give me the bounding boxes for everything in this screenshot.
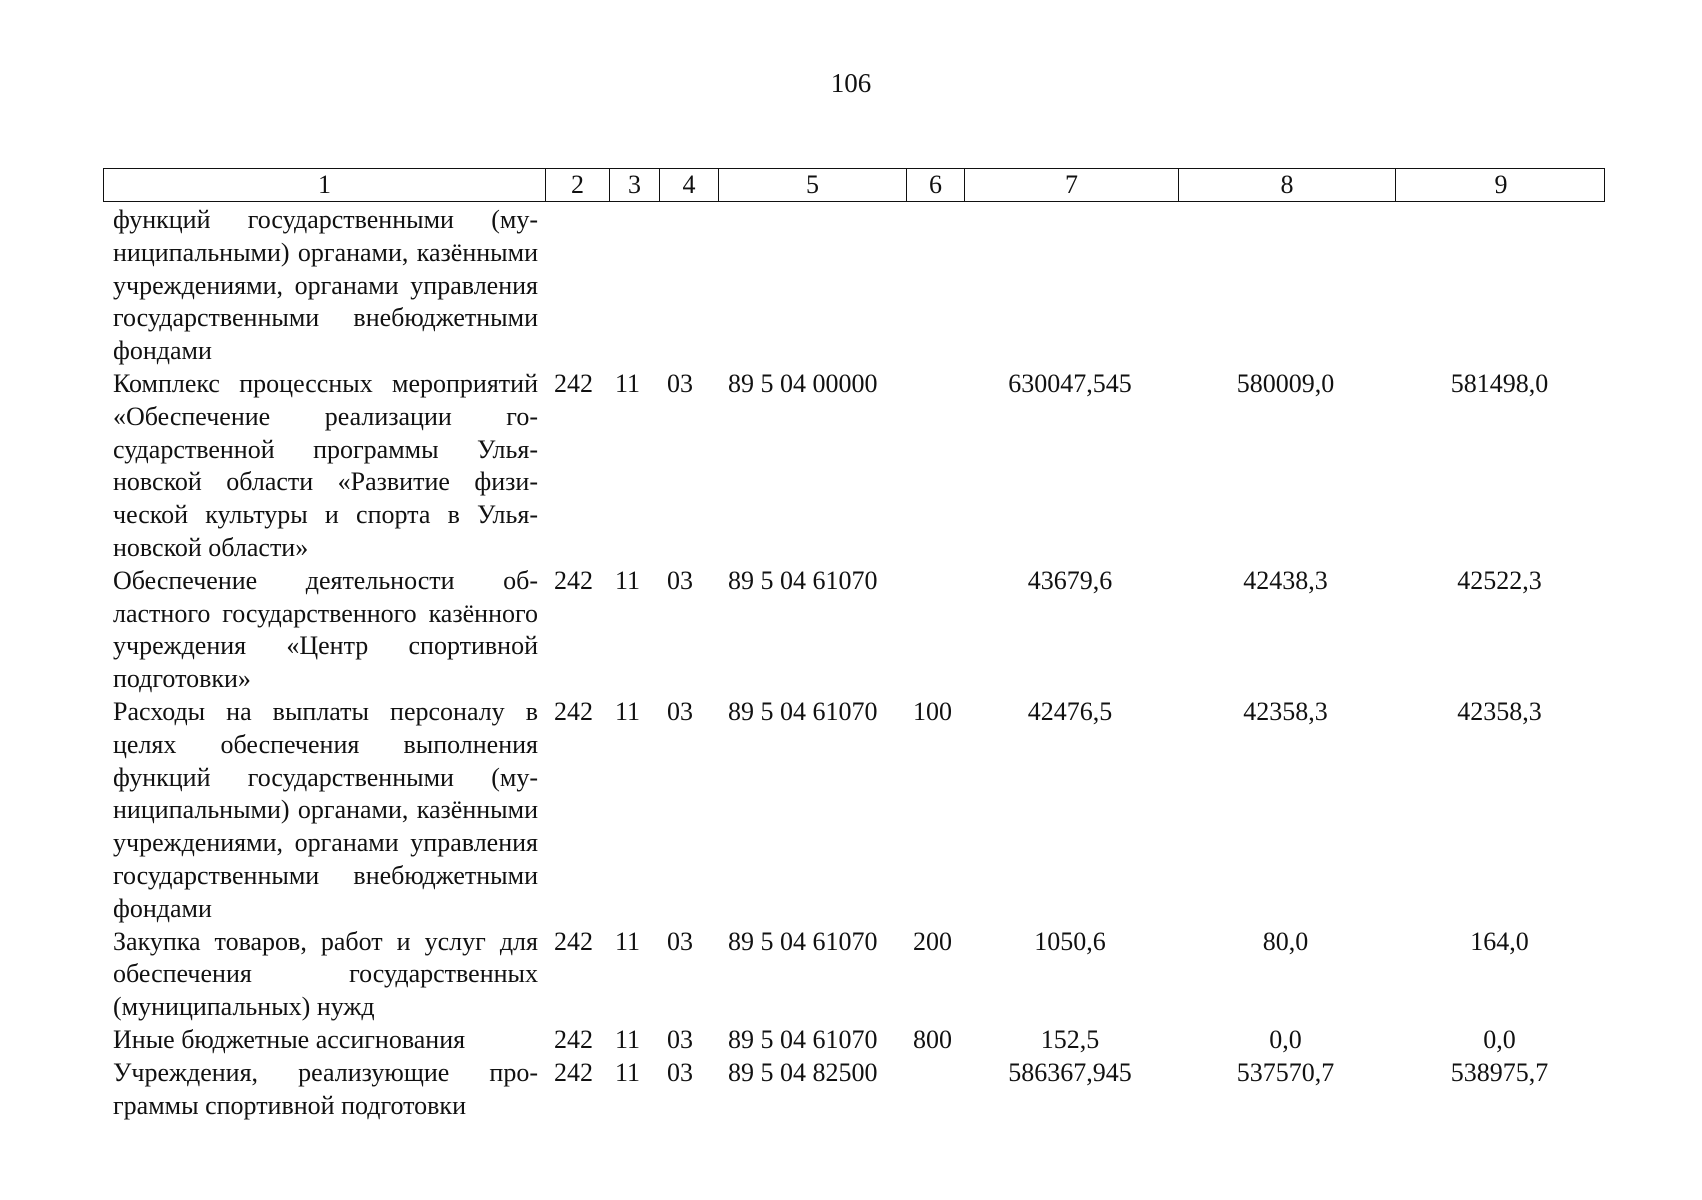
row-col-3: 11 xyxy=(615,368,641,398)
row-col-8 xyxy=(1177,204,1394,368)
row-col-9: 164,0 xyxy=(1470,926,1529,956)
row-col-2: 242 xyxy=(554,368,593,398)
row-col-6: 200 xyxy=(913,926,952,956)
row-col-8: 42438,3 xyxy=(1243,565,1328,595)
table-row xyxy=(103,204,1605,368)
row-col-4: 03 xyxy=(667,926,693,956)
row-col-6: 100 xyxy=(913,696,952,726)
row-col-7: 1050,6 xyxy=(1034,926,1106,956)
row-col-9: 42358,3 xyxy=(1457,696,1542,726)
row-col-9: 538975,7 xyxy=(1450,1057,1549,1087)
row-col-6 xyxy=(905,565,963,696)
row-col-9: 42522,3 xyxy=(1457,565,1542,595)
row-col-5: 89 5 04 00000 xyxy=(728,368,878,398)
row-col-4: 03 xyxy=(667,565,693,595)
row-col-4 xyxy=(658,204,717,368)
row-col-7: 630047,545 xyxy=(1008,368,1132,398)
page-number: 106 xyxy=(830,68,872,98)
row-col-9 xyxy=(1394,204,1605,368)
row-col-5: 89 5 04 61070 xyxy=(728,1024,878,1054)
row-name: Обеспечение деятельности областного государственного казённого учреждения «Центр спортивной подготовки» xyxy=(113,565,538,694)
row-col-7: 586367,945 xyxy=(1008,1057,1132,1087)
row-name: Учреждения, реализующие программы спортивной подготовки xyxy=(113,1057,538,1120)
header-col-5: 5 xyxy=(718,169,906,201)
header-col-7: 7 xyxy=(964,169,1178,201)
table-row xyxy=(103,926,1605,1024)
header-col-3: 3 xyxy=(609,169,659,201)
row-col-4: 03 xyxy=(667,696,693,726)
row-col-2 xyxy=(544,204,608,368)
table-row xyxy=(103,368,1605,565)
row-col-5: 89 5 04 61070 xyxy=(728,565,878,595)
row-col-8: 80,0 xyxy=(1262,926,1309,956)
row-col-4: 03 xyxy=(667,368,693,398)
row-col-8: 0,0 xyxy=(1269,1024,1302,1054)
row-name: функций государственными (муниципальными) органами, казёнными учреждениями, органами управления государственными внебюджетными фондами xyxy=(113,205,538,366)
row-col-2: 242 xyxy=(554,696,593,726)
table-row xyxy=(103,1024,1605,1057)
row-name: Закупка товаров, работ и услуг для обеспечения государственных (муниципальных) нужд xyxy=(113,926,538,1022)
row-col-5: 89 5 04 61070 xyxy=(728,696,878,726)
row-col-3: 11 xyxy=(615,926,641,956)
row-name: Расходы на выплаты персоналу в целях обеспечения выполнения функций государственными (муниципальными) органами, казёнными учреждениями, органами управления государственными внебюджетными фондами xyxy=(113,696,538,923)
row-col-3: 11 xyxy=(615,1024,641,1054)
row-col-7 xyxy=(963,204,1177,368)
row-col-2: 242 xyxy=(554,1057,593,1087)
row-col-4: 03 xyxy=(667,1024,693,1054)
row-col-3: 11 xyxy=(615,565,641,595)
row-name: Иные бюджетные ассигнования xyxy=(113,1024,466,1054)
header-col-2: 2 xyxy=(545,169,609,201)
row-col-8: 580009,0 xyxy=(1236,368,1335,398)
row-col-3 xyxy=(608,204,658,368)
row-col-8: 537570,7 xyxy=(1236,1057,1335,1087)
row-col-8: 42358,3 xyxy=(1243,696,1328,726)
table-row xyxy=(103,1057,1605,1123)
row-col-3: 11 xyxy=(615,696,641,726)
header-col-4: 4 xyxy=(659,169,718,201)
row-col-5: 89 5 04 82500 xyxy=(728,1057,878,1087)
header-col-8: 8 xyxy=(1178,169,1395,201)
row-col-7: 43679,6 xyxy=(1027,565,1113,595)
row-col-6: 800 xyxy=(913,1024,952,1054)
header-col-1: 1 xyxy=(318,170,331,199)
header-col-9: 9 xyxy=(1395,169,1606,201)
row-col-6 xyxy=(905,204,963,368)
table-body xyxy=(103,204,1605,1122)
row-col-5 xyxy=(717,204,905,368)
row-col-7: 152,5 xyxy=(1040,1024,1100,1054)
table-header xyxy=(103,168,1605,202)
row-col-2: 242 xyxy=(554,926,593,956)
table-row xyxy=(103,696,1605,926)
row-col-5: 89 5 04 61070 xyxy=(728,926,878,956)
row-name: Комплекс процессных мероприятий «Обеспечение реализации государственной программы Ульяновской области «Развитие физической культуры и спорта в Ульяновской области» xyxy=(113,368,538,562)
row-col-4: 03 xyxy=(667,1057,693,1087)
row-col-2: 242 xyxy=(554,1024,593,1054)
header-col-6: 6 xyxy=(906,169,964,201)
row-col-9: 581498,0 xyxy=(1450,368,1549,398)
table-row xyxy=(103,565,1605,696)
row-col-2: 242 xyxy=(554,565,593,595)
row-col-3: 11 xyxy=(615,1057,641,1087)
row-col-6 xyxy=(905,1057,963,1123)
row-col-7: 42476,5 xyxy=(1027,696,1113,726)
row-col-6 xyxy=(905,368,963,565)
row-col-9: 0,0 xyxy=(1483,1024,1516,1054)
